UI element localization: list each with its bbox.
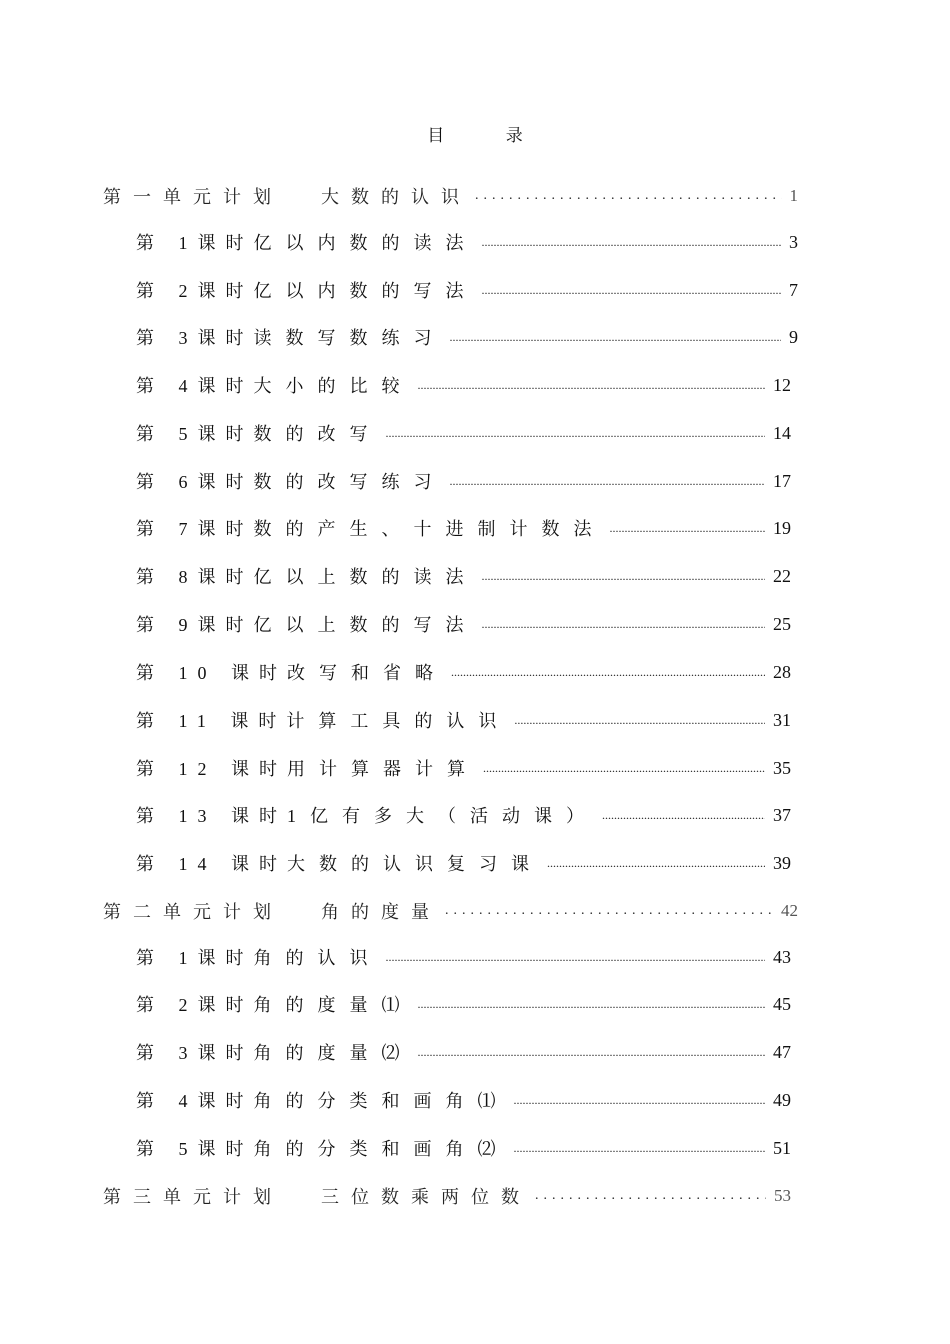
page-number: 22 bbox=[773, 565, 791, 586]
lesson-number: 第 14 课时 bbox=[136, 854, 287, 874]
toc-lesson-row[interactable] bbox=[136, 850, 791, 876]
unit-label: 第一单元计划 bbox=[103, 187, 283, 208]
toc-lesson-row[interactable] bbox=[136, 1039, 791, 1065]
page-number: 39 bbox=[773, 852, 791, 873]
leader-dots bbox=[482, 567, 766, 585]
lesson-number: 第 4课时 bbox=[136, 1091, 254, 1111]
leader-dots bbox=[482, 615, 766, 633]
toc-lesson-row[interactable] bbox=[136, 563, 791, 589]
unit-title: 三位数乘两位数 bbox=[321, 1187, 531, 1208]
lesson-number: 第 4课时 bbox=[136, 376, 254, 396]
toc-unit-row[interactable] bbox=[103, 898, 798, 924]
toc-lesson-row[interactable] bbox=[136, 1135, 791, 1161]
page-number: 7 bbox=[789, 279, 798, 300]
unit-title: 角的度量 bbox=[321, 902, 441, 923]
leader-dots bbox=[418, 376, 766, 394]
page-number: 19 bbox=[773, 517, 791, 538]
leader-dots bbox=[451, 663, 765, 681]
lesson-title: 角的度量⑵ bbox=[253, 1043, 414, 1063]
lesson-number: 第 10 课时 bbox=[136, 663, 287, 683]
lesson-title: 角的分类和画角⑵ bbox=[253, 1139, 510, 1159]
leader-dots bbox=[483, 759, 765, 777]
toc-lesson-row[interactable] bbox=[136, 372, 791, 398]
toc-lesson-row[interactable] bbox=[136, 324, 798, 350]
page-number: 35 bbox=[773, 757, 791, 778]
page-number: 1 bbox=[789, 186, 798, 205]
page-number: 9 bbox=[789, 326, 798, 347]
page-number: 31 bbox=[773, 709, 791, 730]
page-number: 49 bbox=[773, 1089, 791, 1110]
toc-lesson-row[interactable] bbox=[136, 229, 798, 255]
toc-lesson-row[interactable] bbox=[136, 468, 791, 494]
unit-label: 第二单元计划 bbox=[103, 902, 283, 923]
toc-unit-row[interactable] bbox=[103, 1183, 791, 1209]
leader-dots bbox=[450, 472, 766, 490]
leader-dots bbox=[482, 233, 782, 251]
lesson-title: 大数的认识复习课 bbox=[287, 854, 543, 874]
lesson-number: 第 3课时 bbox=[136, 1043, 254, 1063]
lesson-number: 第 12 课时 bbox=[136, 759, 287, 779]
toc-lesson-row[interactable] bbox=[136, 944, 791, 970]
lesson-title: 改写和省略 bbox=[287, 663, 447, 683]
toc-lesson-row[interactable] bbox=[136, 611, 791, 637]
page-title: 目 录 bbox=[427, 126, 551, 146]
leader-dots bbox=[386, 948, 766, 966]
lesson-title: 角的认识 bbox=[253, 948, 382, 968]
lesson-title: 亿以上数的读法 bbox=[253, 567, 478, 587]
lesson-title: 亿以上数的写法 bbox=[253, 615, 478, 635]
toc-lesson-row[interactable] bbox=[136, 515, 791, 541]
page-number: 45 bbox=[773, 993, 791, 1014]
leader-dots bbox=[610, 519, 766, 537]
lesson-number: 第 5课时 bbox=[136, 1139, 254, 1159]
leader-dots bbox=[602, 806, 765, 824]
lesson-number: 第 2课时 bbox=[136, 995, 254, 1015]
leader-dots bbox=[386, 424, 766, 442]
leader-dots bbox=[547, 854, 765, 872]
unit-label: 第三单元计划 bbox=[103, 1187, 283, 1208]
lesson-title: 数的改写 bbox=[253, 424, 382, 444]
lesson-number: 第 7课时 bbox=[136, 519, 254, 539]
toc-lesson-row[interactable] bbox=[136, 420, 791, 446]
page-number: 25 bbox=[773, 613, 791, 634]
lesson-title: 角的分类和画角⑴ bbox=[253, 1091, 510, 1111]
leader-dots bbox=[418, 1043, 766, 1061]
lesson-title: 亿以内数的读法 bbox=[253, 233, 478, 253]
leader-dots bbox=[445, 902, 773, 920]
page-number: 14 bbox=[773, 422, 791, 443]
page-number: 47 bbox=[773, 1041, 791, 1062]
leader-dots bbox=[514, 711, 765, 729]
lesson-title: 数的改写练习 bbox=[253, 472, 446, 492]
lesson-number: 第 8课时 bbox=[136, 567, 254, 587]
toc-lesson-row[interactable] bbox=[136, 802, 791, 828]
page-number: 37 bbox=[773, 804, 791, 825]
lesson-title: 数的产生、十进制计数法 bbox=[253, 519, 606, 539]
lesson-number: 第 1课时 bbox=[136, 948, 254, 968]
lesson-number: 第 9课时 bbox=[136, 615, 254, 635]
toc-lesson-row[interactable] bbox=[136, 707, 791, 733]
lesson-title: 亿以内数的写法 bbox=[253, 281, 478, 301]
toc-lesson-row[interactable] bbox=[136, 659, 791, 685]
lesson-number: 第 3课时 bbox=[136, 328, 254, 348]
page-number: 42 bbox=[781, 901, 798, 920]
page-number: 3 bbox=[789, 231, 798, 252]
page-number: 53 bbox=[774, 1186, 791, 1205]
leader-dots bbox=[514, 1139, 766, 1157]
leader-dots bbox=[450, 328, 782, 346]
toc-lesson-row[interactable] bbox=[136, 755, 791, 781]
lesson-number: 第 2课时 bbox=[136, 281, 254, 301]
leader-dots bbox=[418, 995, 766, 1013]
toc-lesson-row[interactable] bbox=[136, 277, 798, 303]
toc-lesson-row[interactable] bbox=[136, 991, 791, 1017]
lesson-title: 大小的比较 bbox=[253, 376, 414, 396]
page-number: 17 bbox=[773, 470, 791, 491]
lesson-title: 读数写数练习 bbox=[253, 328, 446, 348]
lesson-number: 第 6课时 bbox=[136, 472, 254, 492]
leader-dots bbox=[475, 187, 782, 205]
lesson-number: 第 11 课时 bbox=[136, 711, 287, 731]
page-number: 12 bbox=[773, 374, 791, 395]
toc-lesson-row[interactable] bbox=[136, 1087, 791, 1113]
lesson-title: 1亿有多大（活动课） bbox=[287, 806, 598, 826]
leader-dots bbox=[535, 1187, 766, 1205]
lesson-number: 第 13 课时 bbox=[136, 806, 287, 826]
lesson-title: 计算工具的认识 bbox=[286, 711, 511, 731]
unit-title: 大数的认识 bbox=[321, 187, 471, 208]
lesson-number: 第 5课时 bbox=[136, 424, 254, 444]
lesson-title: 用计算器计算 bbox=[287, 759, 479, 779]
lesson-title: 角的度量⑴ bbox=[253, 995, 414, 1015]
leader-dots bbox=[482, 281, 782, 299]
page-number: 43 bbox=[773, 946, 791, 967]
lesson-number: 第 1课时 bbox=[136, 233, 254, 253]
leader-dots bbox=[514, 1091, 766, 1109]
page-number: 28 bbox=[773, 661, 791, 682]
toc-unit-row[interactable] bbox=[103, 183, 798, 209]
page-number: 51 bbox=[773, 1137, 791, 1158]
